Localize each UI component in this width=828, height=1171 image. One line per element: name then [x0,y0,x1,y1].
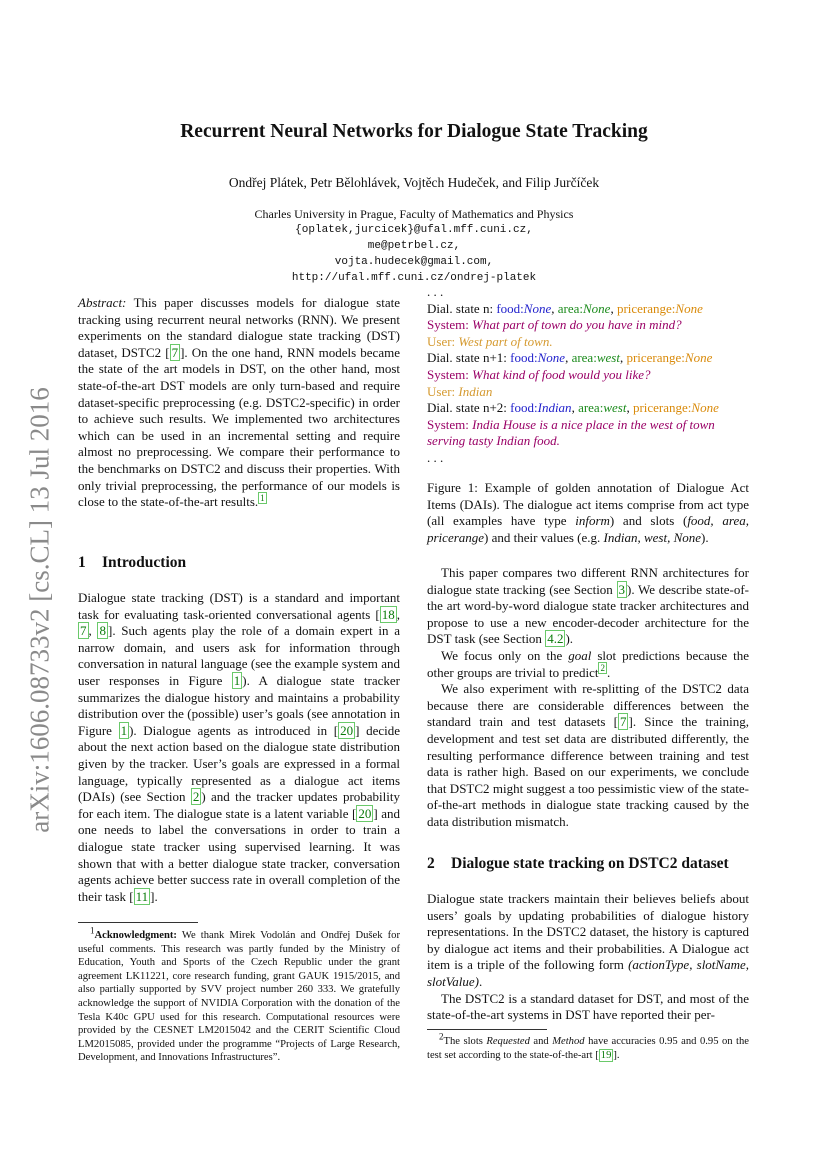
introduction-body: Dialogue state tracking (DST) is a standard and important task for evaluating task-oriented conversational agents [ 18 , 7 , 8 ]. Such agents play the role of a domain expert in a narrow domain, and users ask for information through conversation in natural language (see the example system and user responses in Figure 1 ). A dialogue state tracker summarizes the dialogue history and maintains a probability distribution over the (possible) user’s goals (see annotation in Figure 1 ). Dialogue agents as introduced in [ 20 ] decide about the next action based on the dialogue state distribution given by the tracker. User’s goals are expressed in a formal language, typically represented as a dialogue act items (DAIs) (see Section 2 ) and the tracker updates probability for each item. The dialogue state is a latent variable [ 20 ] and one needs to label the conversations in order to train a dialogue state tracker using supervised learning. It was shown that with a better dialogue state tracker, conversation agents achieve better success rate in overall completion of the their task [ 11 ]. [78,590,400,904]
figure-link[interactable]: 1 [233,672,241,688]
dialogue-state-line: Dial. state n+2: food:Indian, area:west, pricerange:None [427,400,719,416]
footnote-mark: 1 [90,925,95,936]
email-line: me@petrbel.cz, [367,240,461,252]
citation-link[interactable]: 20 [340,722,354,738]
paper-title: Recurrent Neural Networks for Dialogue State Tracking [180,121,648,142]
section-link[interactable]: 4.2 [547,631,564,647]
citation-link[interactable]: 11 [135,888,149,904]
footnote-acknowledgment [78,925,400,1065]
dialogue-state-line: Dial. state n+1: food:None, area:west, pricerange:None [427,350,713,366]
footnote-slots: $^2$The slots Requested and Method have accuracies 0.95 and 0.95 on the test set according to the state-of-the-art [ 19 ]. [427,1031,749,1061]
footnote-text: We thank Mirek Vodolán and Ondřej Dušek for useful comments. This research was partly funded by the Ministry of Education, Youth and Sports of the Czech Republic under the grant agreement LK11221, core research funding, grant GAUK 1915/2015, and also partially supported by SVV project number 260 333. We gratefully acknowledge the support of NVIDIA Corporation with the donation of the Tesla K40c GPU used for this research. Computational resources were provided by the CESNET LM2015042 and the CERIT Scientific Cloud LM2015085, provided under the programme “Projects of Large Research, Development, and Innovations Infrastructures”. [78,930,400,1064]
affiliation-block [78,206,750,286]
ellipsis: . . . [427,449,444,465]
section-link[interactable]: 2 [192,789,200,805]
right-column-body: This paper compares two different RNN architectures for dialogue state tracking (see Section 3 ). We describe state-of-the art word-by-word dialogue state tracker architectures and propose to use a new encoder-decoder architecture for the DST task (see Section 4.2 ). We focus only on the goal slot predictions because the other groups are trivial to predict $^2$ . We also experiment with re-splitting of the DSTC2 data because there are considerable differences between the standard train and test datasets [ 7 ]. Since the training, development and test set data are distributed differently, the resulting performance difference between training and test data is rather high. Based on our experiments, we conclude that DSTC2 might suggest a too pessimistic view of the state-of-the-art methods in dialogue state tracking caused by the data distribution mismatch. [427,565,750,829]
citation-link[interactable]: 8 [99,623,106,639]
arxiv-sidebar [20,370,60,850]
citation-link[interactable]: 7 [171,344,179,360]
section-2-body: Dialogue state trackers maintain their believes beliefs about users’ goals by updating probabilities of dialogue history representations. In the DSTC2 dataset, the history is captured by dialogue act items and their probabilities. A Dialogue act item is a triple of the following form (actionType, slotName, slotValue). The DSTC2 is a standard dataset for DST, and most of the state-of-the-art systems in DST have reported their per- [427,891,749,1023]
abstract: Abstract: This paper discusses models for dialogue state tracking using recurrent neural networks (RNN). We present experiments on the standard dialogue state tracking (DST) dataset, DSTC2 [ 7 ]. On the one hand, RNN models became the state of the art models in DST, on the other hand, most state-of-the-art DST models are only turn-based and require dataset-specific preprocessing (e.g. DSTC2-specific) in order to achieve such results. We implemented two architectures which can be used in an incremental setting and require almost no preprocessing. We compare their performance to the benchmarks on DSTC2 and discuss their properties. With only trivial preprocessing, the performance of our models is close to the state-of-the-art results. $^1$ [78,295,400,510]
email-line: vojta.hudecek@gmail.com, [334,256,494,268]
section-heading-dstc2 [427,855,749,873]
section-title: Dialogue state tracking on DSTC2 dataset [451,855,729,872]
footnote-label: Acknowledgment: [94,930,177,941]
system-turn: System: What part of town do you have in mind? [427,317,682,333]
system-turn: System: India House is a nice place in the west of town serving tasty Indian food. [427,416,715,449]
citation-link[interactable]: 7 [80,623,87,639]
author-list: Ondřej Plátek, Petr Bělohlávek, Vojtěch Hudeček, and Filip Jurčíček [228,175,600,190]
affiliation: Charles University in Prague, Faculty of Mathematics and Physics [254,207,574,221]
footnote-mark: 2 [439,1031,444,1042]
citation-link[interactable]: 18 [381,606,395,622]
user-turn: User: West part of town. [427,333,553,349]
user-turn: User: Indian [427,383,493,399]
footnote-link[interactable]: 2 [600,663,605,674]
section-number: 2 [427,855,435,872]
section-link[interactable]: 3 [618,581,625,597]
ellipsis: . . . [427,284,444,299]
section-heading-introduction [78,554,400,572]
footnote-divider [78,922,198,923]
figure-link[interactable]: 1 [120,722,128,738]
email-line: {oplatek,jurcicek}@ufal.mff.cuni.cz, [295,224,533,236]
footnote-link[interactable]: 1 [260,492,265,503]
section-number: 1 [78,554,86,571]
abstract-text: This paper discusses models for dialogue state tracking using recurrent neural networks (RNN). We present experiments on the standard dialogue state tracking (DST) dataset, DSTC2 [78,295,400,360]
dialogue-state-line: Dial. state n: food:None, area:None, pricerange:None [427,300,703,316]
arxiv-identifier: arXiv:1606.08733v2 [cs.CL] 13 Jul 2016 [24,387,55,833]
section-title: Introduction [102,554,187,571]
dialogue-example [427,284,749,467]
system-turn: System: What kind of food would you like? [427,366,651,382]
citation-link[interactable]: 20 [358,805,372,821]
abstract-text: . On the one hand, RNN models became the state of the art models in DST, on the other hand, most state-of-the-art DST models are only turn-based and require dataset-specific preprocessing (e.g. DSTC2-specific) in order to achieve such results. We implemented two architectures which can be used in an incremental setting and require almost no preprocessing. We compare their performance to the benchmarks on DSTC2 and discuss their properties. With only trivial preprocessing, the performance of our models is close to the state-of-the-art results. [78,344,400,510]
figure-1-caption: Figure 1: Example of golden annotation of Dialogue Act Items (DAIs). The dialogue act items comprise from act type (all examples have type inform) and slots (food, area, pricerange) and their values (e.g. Indian, west, None). [427,480,749,545]
citation-link[interactable]: 7 [619,714,627,730]
abstract-label: Abstract: [78,295,127,310]
homepage-url: http://ufal.mff.cuni.cz/ondrej-platek [291,272,537,284]
footnote-divider [427,1029,547,1030]
citation-link[interactable]: 19 [600,1049,612,1061]
